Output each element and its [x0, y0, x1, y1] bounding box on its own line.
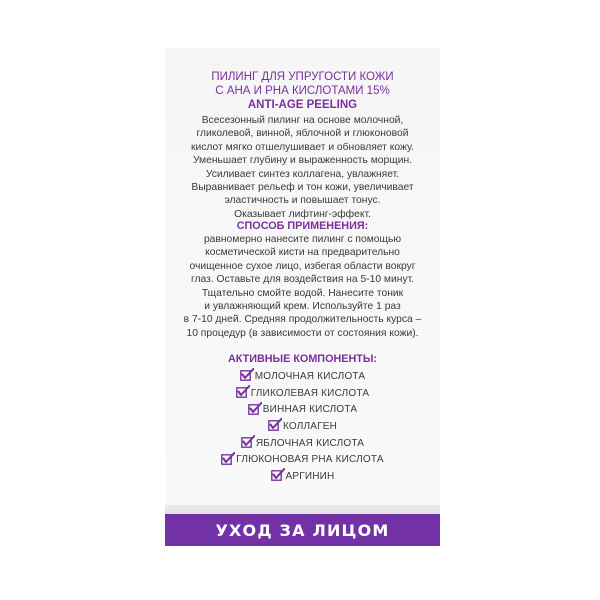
product-box-panel: [165, 48, 440, 546]
product-description: [165, 114, 440, 221]
title-line-1: ПИЛИНГ ДЛЯ УПРУГОСТИ КОЖИ: [211, 71, 394, 83]
description-line: Выравнивает рельеф и тон кожи, увеличивает: [191, 182, 414, 194]
ingredient-item: [165, 435, 440, 452]
ingredient-label: ВИННАЯ КИСЛОТА: [262, 404, 358, 416]
divider-band: [165, 505, 440, 514]
description-line: Уменьшает глубину и выраженность морщин.: [192, 155, 413, 167]
ingredient-item: [165, 368, 440, 385]
checkbox-checked-icon: [271, 470, 283, 482]
ingredient-label: ГЛЮКОНОВАЯ РНА КИСЛОТА: [236, 454, 384, 466]
description-line: Оказывает лифтинг-эффект.: [234, 208, 371, 220]
checkbox-checked-icon: [241, 437, 253, 449]
checkbox-checked-icon: [240, 370, 252, 382]
description-line: Всесезонный пилинг на основе молочной,: [201, 115, 404, 126]
usage-line: косметической кисти на предварительно: [205, 247, 400, 259]
ingredient-label: ЯБЛОЧНАЯ КИСЛОТА: [255, 437, 365, 449]
description-line: эластичность и повышает тонус.: [224, 195, 381, 207]
checkbox-checked-icon: [221, 454, 233, 466]
ingredient-label: ГЛИКОЛЕВАЯ КИСЛОТА: [250, 387, 370, 399]
usage-heading: СПОСОБ ПРИМЕНЕНИЯ:: [236, 220, 369, 232]
ingredient-item: [165, 401, 440, 418]
title-line-2: С АНА И РНА КИСЛОТАМИ 15%: [215, 85, 390, 97]
usage-line: 10 процедур (в зависимости от состояния кожи).: [186, 327, 419, 339]
description-line: кислот мягко отшелушивает и обновляет кожу.: [191, 141, 414, 153]
product-title: [165, 70, 440, 112]
usage-line: глаз. Оставьте для воздействия на 5-10 минут.: [190, 274, 415, 286]
active-components-heading: АКТИВНЫЕ КОМПОНЕНТЫ:: [227, 353, 378, 365]
description-line: Усиливает синтез коллагена, увлажняет.: [205, 168, 400, 180]
ingredient-label: МОЛОЧНАЯ КИСЛОТА: [254, 370, 366, 382]
product-subtitle: ANTI-AGE PEELING: [247, 99, 358, 111]
active-components-list: [165, 368, 440, 485]
ingredient-item: [165, 451, 440, 468]
ingredient-label: КОЛЛАГЕН: [282, 420, 338, 432]
usage-line: очищенное сухое лицо, избегая области вокруг: [189, 260, 416, 272]
checkbox-checked-icon: [236, 387, 248, 399]
category-band: [165, 514, 440, 546]
usage-instructions: [165, 233, 440, 340]
ingredient-item: [165, 418, 440, 435]
category-label: УХОД ЗА ЛИЦОМ: [215, 520, 390, 540]
checkbox-checked-icon: [248, 404, 260, 416]
usage-line: равномерно нанесите пилинг с помощью: [203, 234, 402, 245]
description-line: гликолевой, винной, яблочной и глюконовой: [196, 128, 409, 140]
usage-line: в 7-10 дней. Средняя продолжительность курса –: [183, 314, 422, 326]
usage-line: Тщательно смойте водой. Нанесите тоник: [201, 287, 404, 299]
usage-line: и увлажняющий крем. Используйте 1 раз: [204, 301, 401, 313]
checkbox-checked-icon: [268, 420, 280, 432]
ingredient-label: АРГИНИН: [285, 470, 335, 482]
ingredient-item: [165, 385, 440, 402]
ingredient-item: [165, 468, 440, 485]
